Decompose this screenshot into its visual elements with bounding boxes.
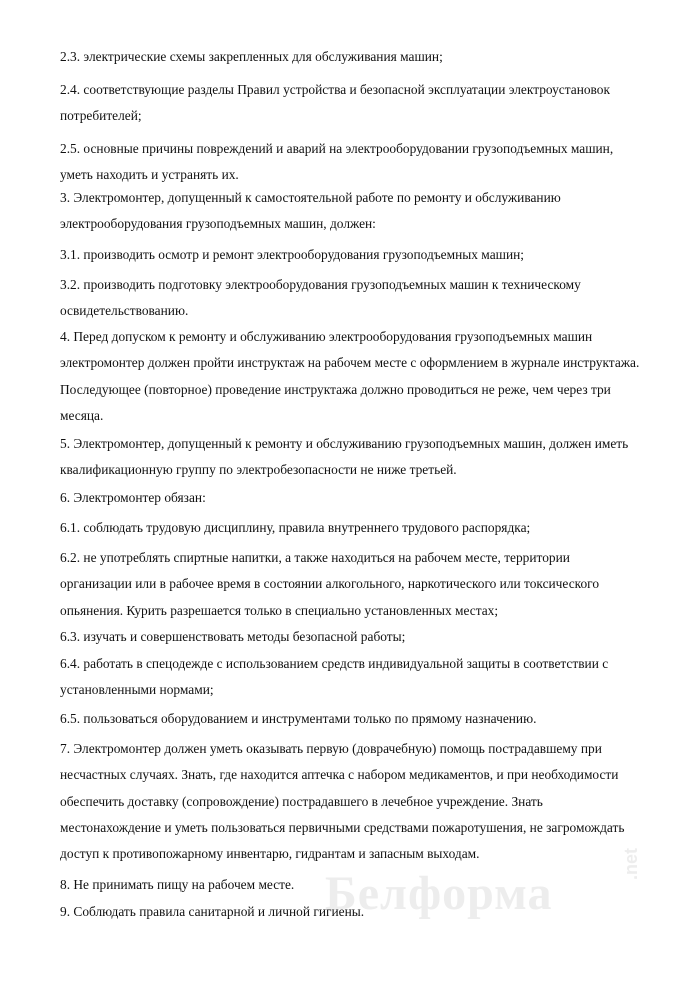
paragraph-3-2 — [60, 272, 660, 325]
text-line: местонахождение и уметь пользоваться первичными средствами пожаротушения, не загромождать — [60, 819, 625, 835]
paragraph-2-4 — [60, 77, 660, 130]
text-line: организации или в рабочее время в состоянии алкогольного, наркотического или токсического — [60, 576, 600, 592]
text-line: 4. Перед допуском к ремонту и обслуживанию электрооборудования грузоподъемных машин — [60, 329, 593, 344]
text-line: электромонтер должен пройти инструктаж на рабочем месте с оформлением в журнале инструктажа. — [60, 355, 640, 371]
text-line: Последующее (повторное) проведение инструктажа должно проводиться не реже, чем через три — [60, 381, 611, 397]
paragraph-3-1 — [60, 242, 660, 268]
paragraph-6-4 — [60, 651, 660, 704]
text-line: 3. Электромонтер, допущенный к самостоятельной работе по ремонту и обслуживанию — [60, 190, 561, 205]
text-line: 2.3. электрические схемы закрепленных для обслуживания машин; — [60, 49, 443, 64]
text-line: уметь находить и устранять их. — [60, 167, 239, 183]
watermark-suffix: .net — [621, 847, 641, 880]
paragraph-8 — [60, 872, 660, 898]
text-line: 5. Электромонтер, допущенный к ремонту и обслуживанию грузоподъемных машин, должен иметь — [60, 436, 629, 451]
text-line: опьянения. Курить разрешается только в специально установленных местах; — [60, 602, 499, 618]
paragraph-7 — [60, 736, 660, 867]
text-line: 6. Электромонтер обязан: — [60, 490, 206, 505]
text-line: 6.4. работать в спецодежде с использованием средств индивидуальной защиты в соответствии с — [60, 656, 609, 671]
paragraph-2-5 — [60, 136, 660, 189]
paragraph-3 — [60, 185, 660, 238]
text-line: квалификационную группу по электробезопасности не ниже третьей. — [60, 462, 457, 478]
text-line: потребителей; — [60, 108, 142, 124]
paragraph-9 — [60, 899, 660, 925]
text-line: 9. Соблюдать правила санитарной и личной гигиены. — [60, 904, 365, 919]
text-line: 3.1. производить осмотр и ремонт электрооборудования грузоподъемных машин; — [60, 247, 524, 262]
paragraph-6-3 — [60, 624, 660, 650]
paragraph-6-5 — [60, 706, 660, 732]
text-line: 6.1. соблюдать трудовую дисциплину, правила внутреннего трудового распорядка; — [60, 520, 531, 535]
paragraph-6-2 — [60, 545, 660, 624]
paragraph-2-3 — [60, 44, 660, 70]
text-line: 6.5. пользоваться оборудованием и инструментами только по прямому назначению. — [60, 711, 537, 726]
text-line: 8. Не принимать пищу на рабочем месте. — [60, 877, 295, 892]
paragraph-6-1 — [60, 515, 660, 541]
text-line: электрооборудования грузоподъемных машин, должен: — [60, 216, 376, 232]
paragraph-4 — [60, 324, 660, 429]
text-line: 3.2. производить подготовку электрооборудования грузоподъемных машин к техническому — [60, 277, 581, 292]
text-line: освидетельствованию. — [60, 303, 189, 319]
text-line: месяца. — [60, 407, 104, 423]
text-line: доступ к противопожарному инвентарю, гидрантам и запасным выходам. — [60, 846, 480, 862]
paragraph-6 — [60, 485, 660, 511]
text-line: обеспечить доставку (сопровождение) пострадавшего в лечебное учреждение. Знать — [60, 793, 543, 809]
text-line: 6.2. не употреблять спиртные напитки, а также находиться на рабочем месте, территории — [60, 550, 570, 565]
text-line: 2.5. основные причины повреждений и аварий на электрооборудовании грузоподъемных машин, — [60, 141, 614, 156]
text-line: 2.4. соответствующие разделы Правил устройства и безопасной эксплуатации электроустановок — [60, 82, 610, 97]
text-line: 7. Электромонтер должен уметь оказывать первую (доврачебную) помощь пострадавшему при — [60, 741, 602, 756]
text-line: установленными нормами; — [60, 682, 214, 698]
paragraph-5 — [60, 431, 660, 484]
text-line: несчастных случаях. Знать, где находится аптечка с набором медикаментов, и при необходимости — [60, 767, 619, 783]
watermark-logo: Белформа — [325, 867, 553, 920]
text-line: 6.3. изучать и совершенствовать методы безопасной работы; — [60, 629, 406, 644]
